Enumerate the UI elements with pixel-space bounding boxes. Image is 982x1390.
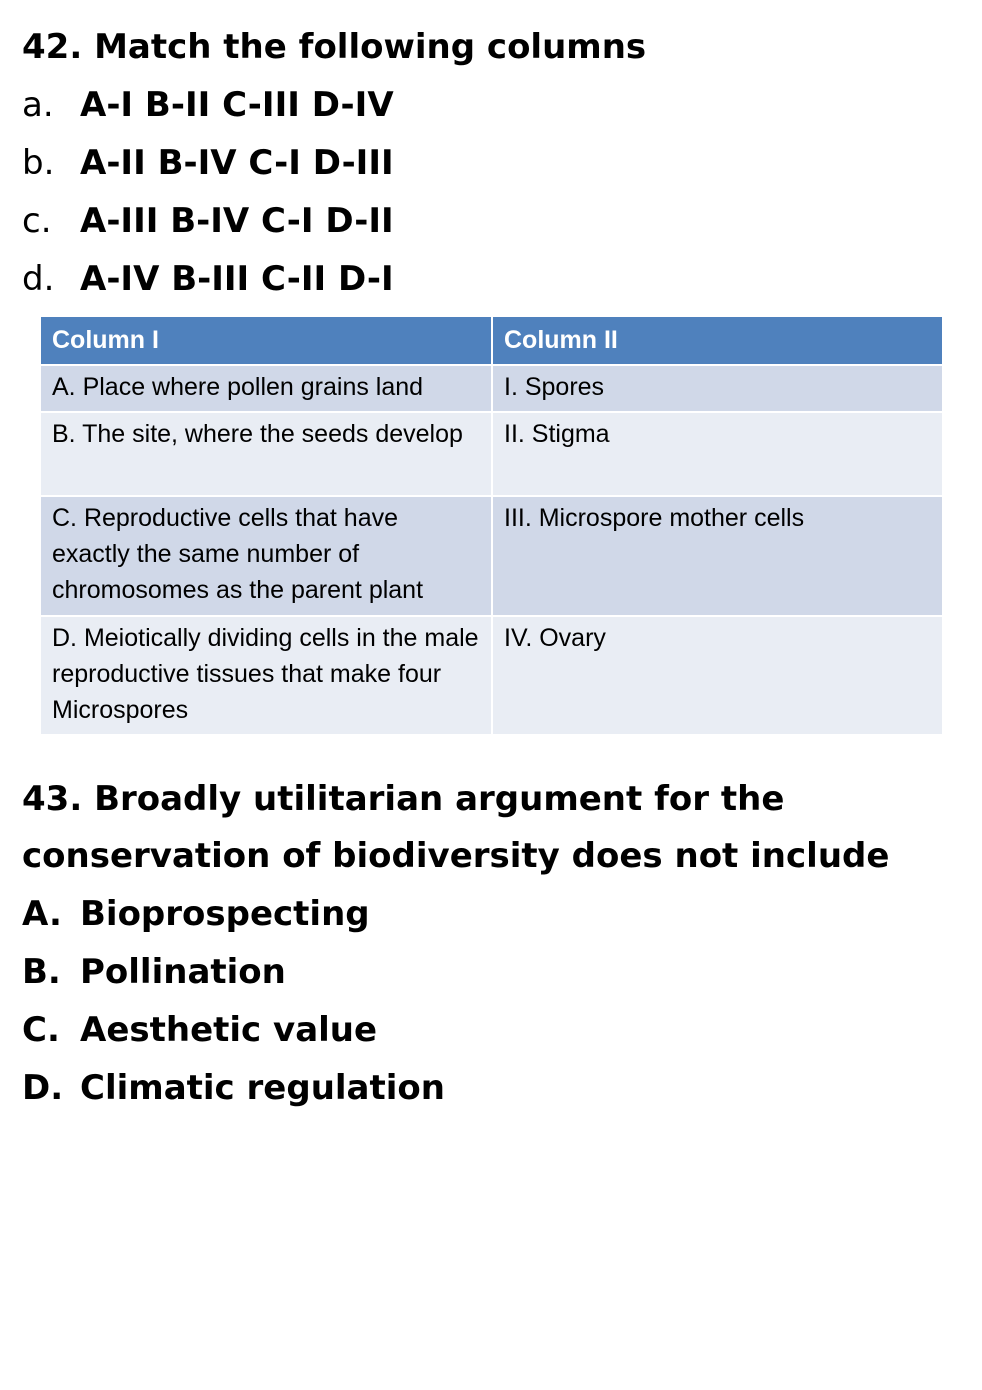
column-1-header: Column I — [40, 316, 492, 365]
column-1-cell: D. Meiotically dividing cells in the male reproductive tissues that make four Microspores — [40, 616, 492, 735]
column-1-cell: A. Place where pollen grains land — [40, 365, 492, 412]
option-letter: c. — [22, 201, 52, 241]
option-letter: b. — [22, 143, 55, 183]
option-letter: D. — [22, 1068, 64, 1108]
option-text: Climatic regulation — [80, 1068, 445, 1108]
option-letter: C. — [22, 1010, 60, 1050]
question-42-options — [22, 76, 394, 308]
table-row — [40, 412, 943, 496]
option-letter: d. — [22, 259, 55, 299]
option-text: Aesthetic value — [80, 1010, 378, 1050]
question-43-options — [22, 885, 445, 1117]
table-row — [40, 365, 943, 412]
option-a[interactable] — [22, 885, 445, 943]
option-text: A-II B-IV C-I D-III — [80, 143, 394, 183]
option-a[interactable] — [22, 76, 394, 134]
option-b[interactable] — [22, 943, 445, 1001]
table-row — [40, 616, 943, 735]
option-letter: A. — [22, 894, 62, 934]
match-table — [39, 315, 944, 736]
option-b[interactable] — [22, 134, 394, 192]
option-letter: a. — [22, 85, 54, 125]
column-2-header: Column II — [492, 316, 943, 365]
option-letter: B. — [22, 952, 61, 992]
option-text: A-IV B-III C-II D-I — [80, 259, 394, 299]
column-2-cell: II. Stigma — [492, 412, 943, 496]
table-row — [40, 496, 943, 616]
column-2-cell: IV. Ovary — [492, 616, 943, 735]
table-header-row — [40, 316, 943, 365]
option-text: Pollination — [80, 952, 286, 992]
column-1-cell: C. Reproductive cells that have exactly the same number of chromosomes as the parent plant — [40, 496, 492, 616]
option-d[interactable] — [22, 1059, 445, 1117]
question-42-title: 42. Match the following columns — [22, 27, 647, 67]
option-text: A-III B-IV C-I D-II — [80, 201, 394, 241]
option-c[interactable] — [22, 1001, 445, 1059]
option-c[interactable] — [22, 192, 394, 250]
option-d[interactable] — [22, 250, 394, 308]
column-2-cell: III. Microspore mother cells — [492, 496, 943, 616]
column-2-cell: I. Spores — [492, 365, 943, 412]
question-43-title-continued: conservation of biodiversity does not include — [22, 836, 890, 876]
column-1-cell: B. The site, where the seeds develop — [40, 412, 492, 496]
question-43-title: 43. Broadly utilitarian argument for the — [22, 779, 785, 819]
option-text: Bioprospecting — [80, 894, 370, 934]
option-text: A-I B-II C-III D-IV — [80, 85, 394, 125]
